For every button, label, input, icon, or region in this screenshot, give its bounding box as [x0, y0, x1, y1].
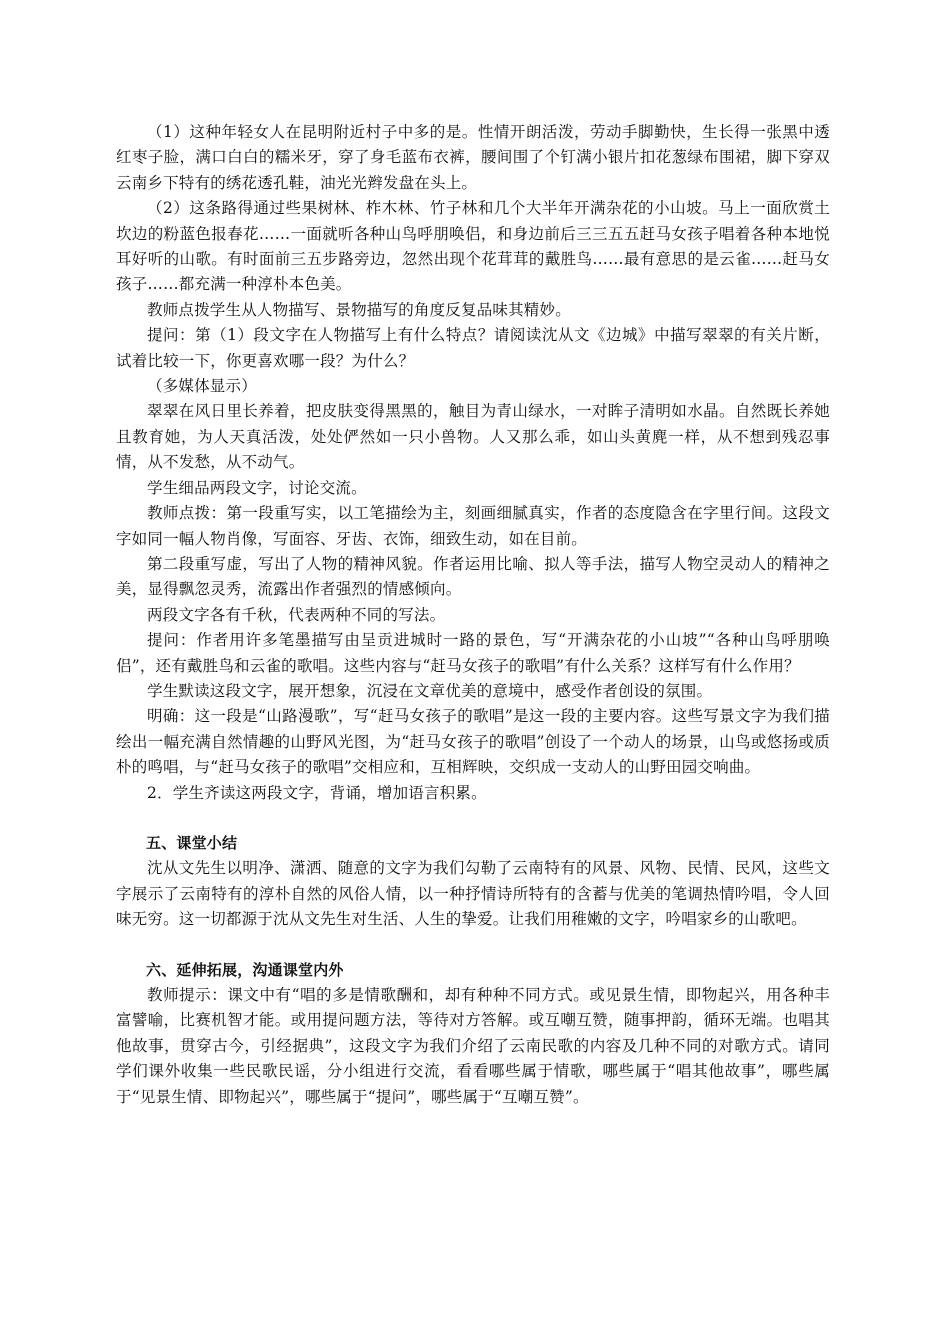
paragraph-student-reading: 学生默读这段文字，展开想象，沉浸在文章优美的意境中，感受作者创设的氛围。 — [147, 681, 713, 700]
paragraph-question-1: 提问：第（1）段文字在人物描写上有什么特点？请阅读沈从文《边城》中描写翠翠的有关片断，试着比较一下，你更喜欢哪一段？为什么？ — [116, 326, 830, 370]
paragraph-multimedia-note: （多媒体显示） — [147, 377, 257, 396]
document-page — [116, 120, 830, 1110]
paragraph-clarification: 明确：这一段是“山路漫歌”，写“赶马女孩子的歌唱”是这一段的主要内容。这些写景文字为我们描绘出一幅充满自然情趣的山野风光图，为“赶马女孩子的歌唱”创设了一个动人的场景，山鸟或悠扬或质朴的鸣唱，与“赶马女孩子的歌唱”交相应和，互相辉映，交织成一支动人的山野田园交响曲。 — [116, 707, 830, 777]
paragraph-summary-line: 两段文字各有千秋，代表两种不同的写法。 — [147, 605, 446, 624]
paragraph-recitation: 2．学生齐读这两段文字，背诵，增加语言积累。 — [147, 783, 487, 802]
paragraph-quote-1: （1）这种年轻女人在昆明附近村子中多的是。性情开朗活泼，劳动手脚勤快，生长得一张黑中透红枣子脸，满口白白的糯米牙，穿了身毛蓝布衣裤，腰间围了个钉满小银片扣花葱绿布围裙，脚下穿双云南乡下特有的绣花透孔鞋，油光光辫发盘在头上。 — [116, 123, 830, 192]
paragraph-teacher-guidance: 教师点拨学生从人物描写、景物描写的角度反复品味其精妙。 — [147, 300, 571, 319]
paragraph-teacher-comment-1: 教师点拨：第一段重写实，以工笔描绘为主，刻画细腻真实，作者的态度隐含在字里行间。这段文字如同一幅人物肖像，写面容、牙齿、衣饰，细致生动，如在目前。 — [116, 504, 830, 548]
section-heading-extension: 六、延伸拓展，沟通课堂内外 — [146, 960, 344, 979]
section-spacer — [116, 806, 830, 831]
paragraph-class-summary: 沈从文先生以明净、潇洒、随意的文字为我们勾勒了云南特有的风景、风物、民情、民风，这些文字展示了云南特有的淳朴自然的风俗人情，以一种抒情诗所特有的含蓄与优美的笔调热情吟唱，令人回味无穷。这一切都源于沈从文先生对生活、人生的挚爱。让我们用稚嫩的文字，吟唱家乡的山歌吧。 — [116, 859, 830, 929]
paragraph-extension: 教师提示：课文中有“唱的多是情歌酬和，却有种种不同方式。或见景生情，即物起兴，用各种丰富譬喻，比赛机智才能。或用提问题方法，等待对方答解。或互嘲互赞，随事押韵，循环无端。也唱其他故事，贯穿古今，引经据典”，这段文字为我们介绍了云南民歌的内容及几种不同的对歌方式。请同学们课外收集一些民歌民谣，分小组进行交流，看看哪些属于情歌，哪些属于“唱其他故事”，哪些属于“见景生情、即物起兴”，哪些属于“提问”，哪些属于“互嘲互赞”。 — [116, 986, 830, 1106]
paragraph-quote-2: （2）这条路得通过些果树林、柞木林、竹子林和几个大半年开满杂花的小山坡。马上一面欣赏土坎边的粉蓝色报春花……一面就听各种山鸟呼朋唤侣，和身边前后三三五五赶马女孩子唱着各种本地悦耳好听的山歌。有时面前三五步路旁边，忽然出现个花茸茸的戴胜鸟……最有意思的是云雀……赶马女孩子……都充满一种淳朴本色美。 — [116, 199, 830, 294]
paragraph-cuicui-excerpt: 翠翠在风日里长养着，把皮肤变得黑黑的，触目为青山绿水，一对眸子清明如水晶。自然既长养她且教育她，为人天真活泼，处处俨然如一只小兽物。人又那么乖，如山头黄麂一样，从不想到残忍事情，从不发愁，从不动气。 — [116, 402, 830, 472]
section-heading-summary: 五、课堂小结 — [146, 833, 238, 852]
paragraph-question-2: 提问：作者用许多笔墨描写由呈贡进城时一路的景色，写“开满杂花的小山坡”“各种山鸟呼朋唤侣”，还有戴胜鸟和云雀的歌唱。这些内容与“赶马女孩子的歌唱”有什么关系？这样写有什么作用？ — [116, 631, 830, 675]
paragraph-student-discussion: 学生细品两段文字，讨论交流。 — [147, 478, 367, 497]
paragraph-teacher-comment-2: 第二段重写虚，写出了人物的精神风貌。作者运用比喻、拟人等手法，描写人物空灵动人的精神之美，显得飘忽灵秀，流露出作者强烈的情感倾向。 — [116, 554, 830, 599]
section-spacer — [116, 933, 830, 958]
